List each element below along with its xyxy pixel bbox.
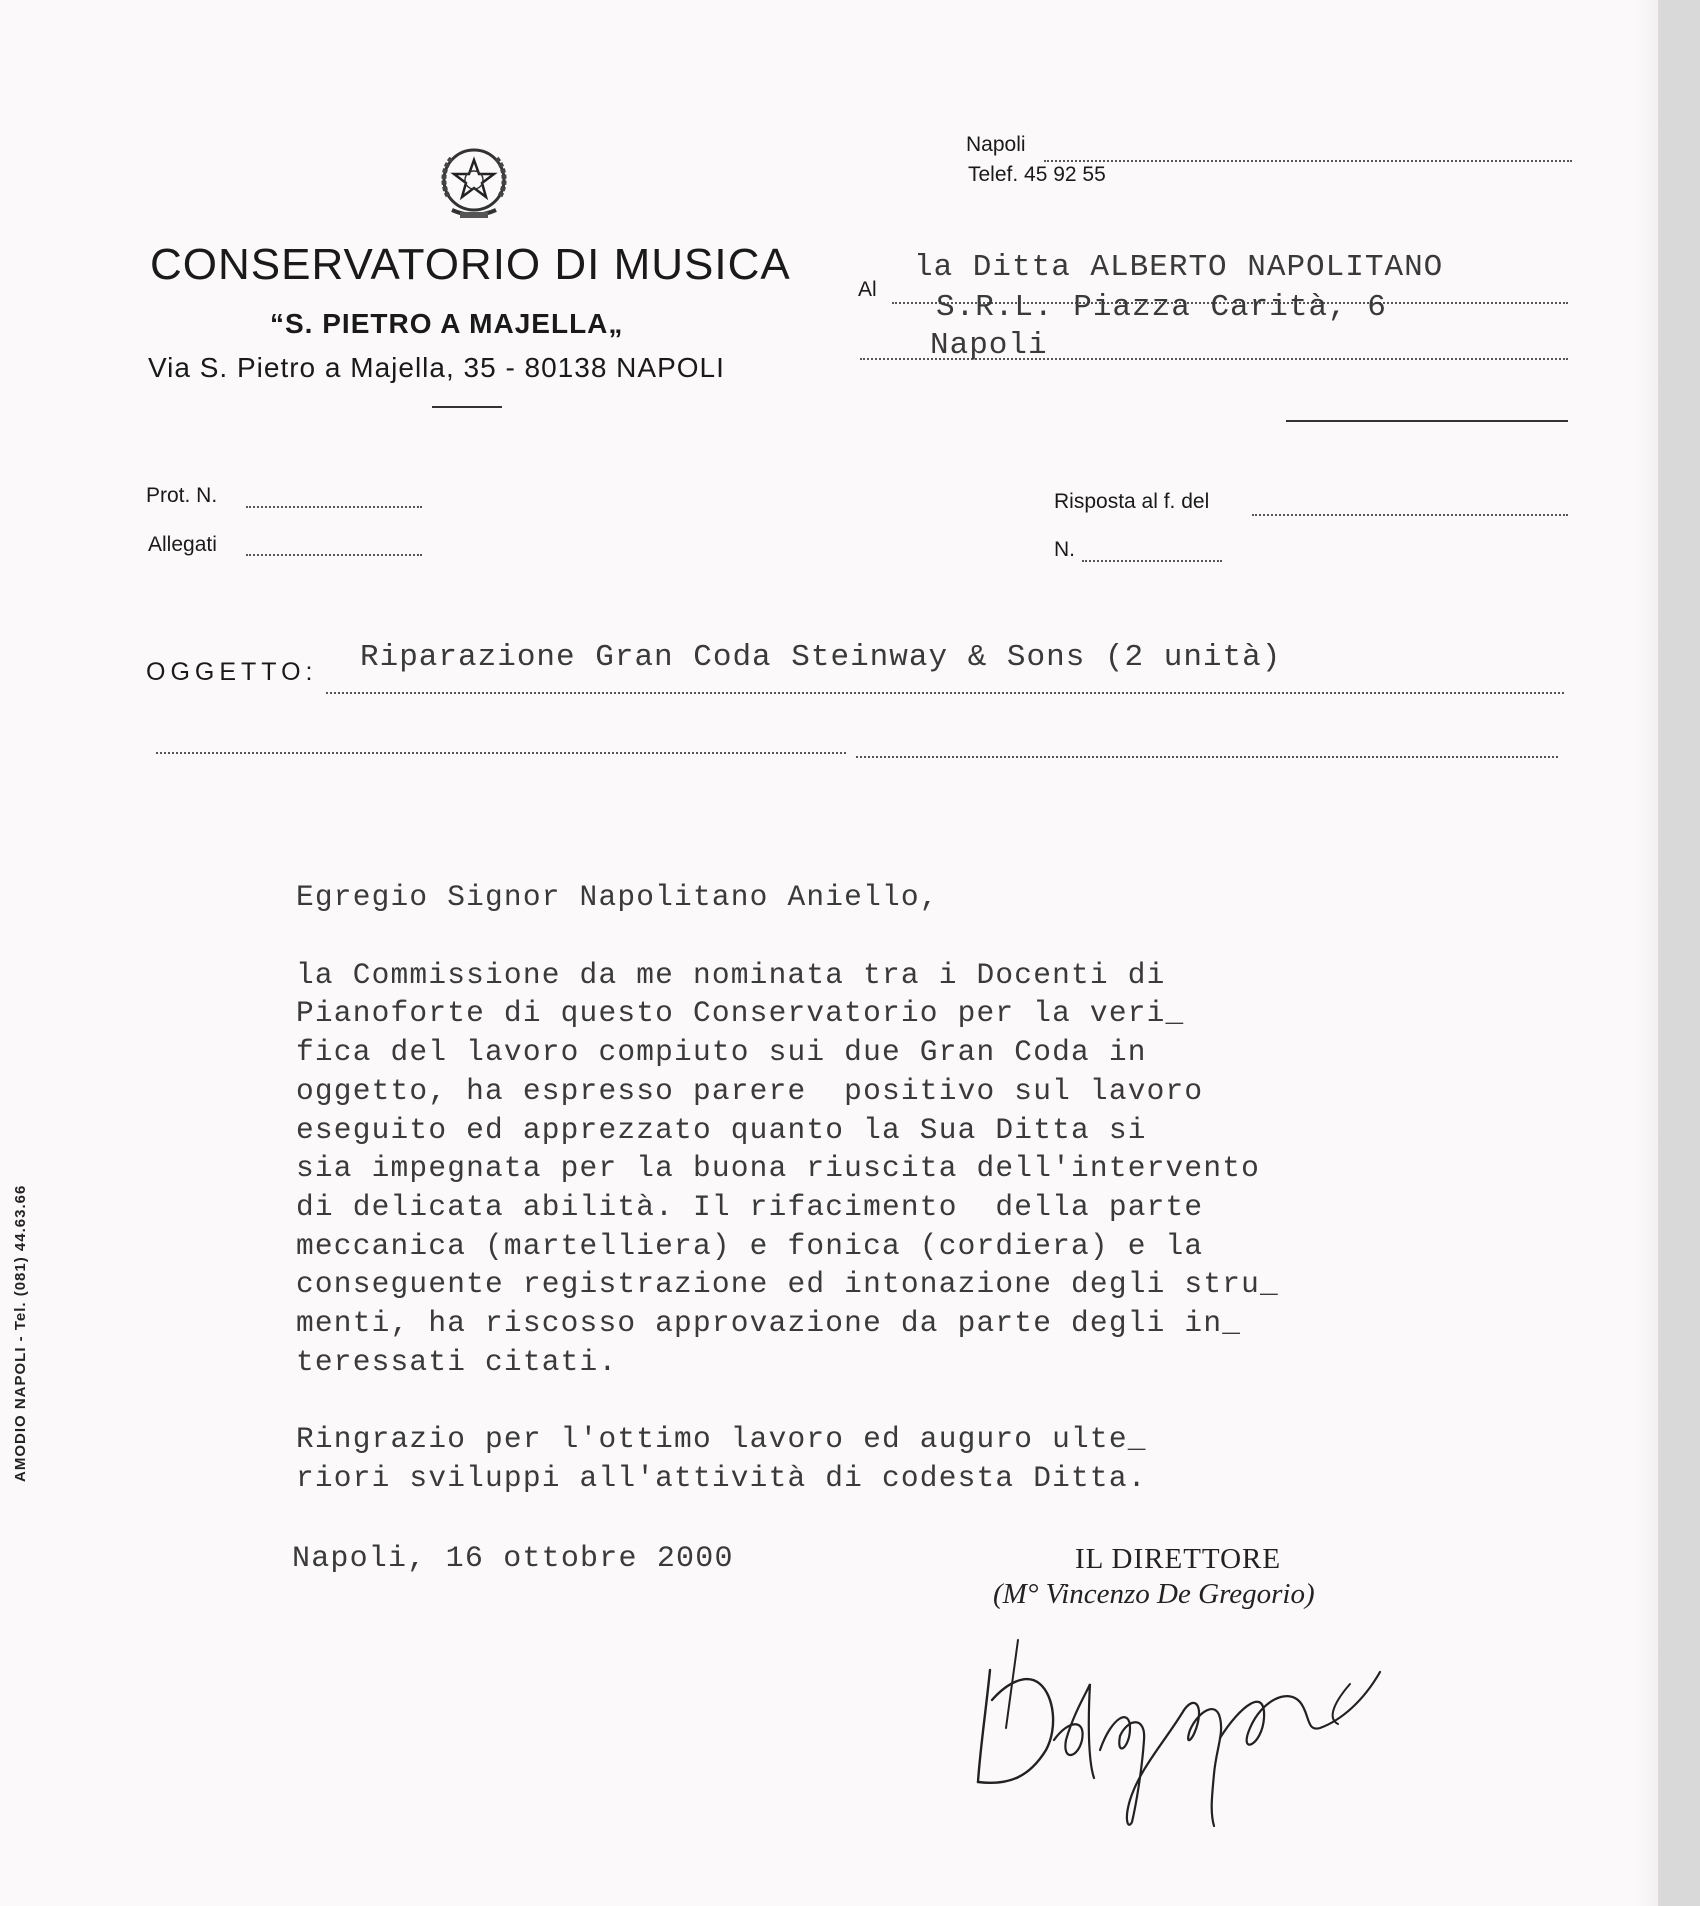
- subject-field-line-2b: [856, 756, 1558, 758]
- institution-name: CONSERVATORIO DI MUSICA: [150, 240, 791, 289]
- place-label: Napoli: [966, 133, 1026, 156]
- signatory-title: IL DIRETTORE: [1075, 1543, 1282, 1575]
- place-date: Napoli, 16 ottobre 2000: [292, 1542, 734, 1576]
- body-line: meccanica (martelliera) e fonica (cordiera) e la: [296, 1228, 1204, 1263]
- recipient-line-3: Napoli: [930, 328, 1048, 363]
- body-line: oggetto, ha espresso parere positivo sul lavoro: [296, 1073, 1204, 1108]
- body-paragraph-2: [296, 1420, 1279, 1497]
- recipient-line-1: la Ditta ALBERTO NAPOLITANO: [914, 250, 1444, 285]
- phone-label: Telef. 45 92 55: [968, 163, 1106, 186]
- number-label: N.: [1054, 538, 1075, 561]
- institution-subtitle: “S. PIETRO A MAJELLA„: [270, 308, 624, 339]
- body-line: eseguito ed apprezzato quanto la Sua Ditta si: [296, 1112, 1147, 1147]
- body-line: di delicata abilità. Il rifacimento della parte: [296, 1189, 1204, 1224]
- body-paragraph-1: [296, 956, 1279, 1382]
- reply-field-line: [1252, 514, 1568, 516]
- body-line: menti, ha riscosso approvazione da parte degli in_: [296, 1306, 1242, 1341]
- date-field-line: [1044, 160, 1572, 162]
- body-line: fica del lavoro compiuto sui due Gran Coda in: [296, 1035, 1147, 1070]
- signatory-name: (M° Vincenzo De Gregorio): [993, 1578, 1315, 1610]
- recipient-prefix: Al: [858, 278, 877, 301]
- body-line: Ringrazio per l'ottimo lavoro ed auguro ulte_: [296, 1422, 1147, 1457]
- subject-label: OGGETTO:: [146, 658, 318, 686]
- body-line: sia impegnata per la buona riuscita dell'intervento: [296, 1151, 1261, 1186]
- handwritten-signature: [970, 1600, 1410, 1830]
- body-line: teressati citati.: [296, 1344, 618, 1379]
- reply-label: Risposta al f. del: [1054, 490, 1210, 513]
- institution-address: Via S. Pietro a Majella, 35 - 80138 NAPOLI: [148, 352, 725, 383]
- subject-field-line-2a: [156, 752, 846, 754]
- subject-text: Riparazione Gran Coda Steinway & Sons (2 unità): [360, 640, 1282, 675]
- attachments-label: Allegati: [148, 533, 217, 556]
- body-line: Pianoforte di questo Conservatorio per la veri_: [296, 996, 1185, 1031]
- letterhead-divider: [432, 406, 502, 408]
- body-line: riori sviluppi all'attività di codesta Ditta.: [296, 1461, 1147, 1496]
- body-line: conseguente registrazione ed intonazione degli stru_: [296, 1267, 1279, 1302]
- protocol-field-line: [246, 506, 422, 508]
- body-line: la Commissione da me nominata tra i Docenti di: [296, 957, 1166, 992]
- letter-body: [296, 878, 1279, 1537]
- subject-field-line-1: [326, 692, 1564, 694]
- printer-imprint: AMODIO NAPOLI - Tel. (081) 44.63.66: [12, 1184, 29, 1482]
- recipient-line-2: S.R.L. Piazza Carità, 6: [936, 290, 1387, 325]
- italian-republic-emblem-icon: [436, 146, 512, 226]
- protocol-label: Prot. N.: [146, 484, 218, 507]
- recipient-field-line-3: [1286, 420, 1568, 422]
- number-field-line: [1082, 560, 1222, 562]
- salutation: Egregio Signor Napolitano Aniello,: [296, 880, 939, 914]
- attachments-field-line: [246, 554, 422, 556]
